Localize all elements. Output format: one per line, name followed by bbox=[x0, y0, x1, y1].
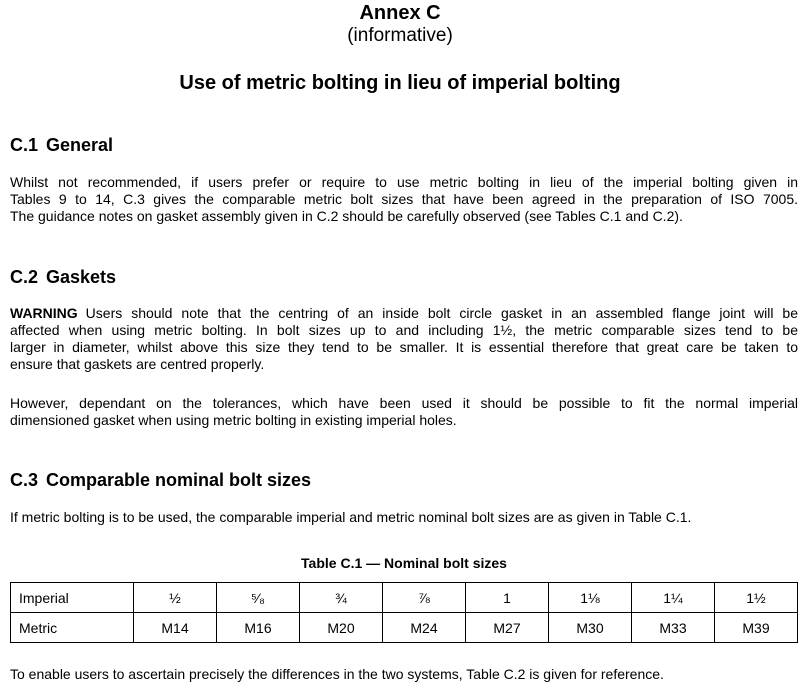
paragraph-line: Tables 9 to 14, C.3 gives the comparable metric bolt sizes that have been agreed in the preparation of ISO 7005. bbox=[10, 191, 798, 207]
annex-title: Annex C bbox=[359, 2, 441, 24]
section-number: C.3 bbox=[10, 470, 39, 490]
paragraph-line: ensure that gaskets are centred properly. bbox=[10, 356, 265, 372]
section-title: General bbox=[46, 135, 114, 155]
table-row-imperial bbox=[11, 583, 798, 613]
table-cell: M30 bbox=[549, 613, 632, 643]
section-title: Gaskets bbox=[46, 267, 117, 287]
section-heading-general bbox=[10, 134, 113, 156]
warning-paragraph bbox=[10, 305, 798, 373]
table-cell: M24 bbox=[383, 613, 466, 643]
table-cell: 1½ bbox=[715, 583, 798, 613]
section-title: Comparable nominal bolt sizes bbox=[46, 470, 312, 490]
paragraph-line: The guidance notes on gasket assembly given in C.2 should be carefully observed (see Tables C.1 and C.2). bbox=[10, 208, 683, 224]
warning-text: Users should note that the centring of an inside bolt circle gasket in an assembled flange joint will be bbox=[85, 305, 798, 321]
paragraph-line: However, dependant on the tolerances, which have been used it should be possible to fit the normal imperial bbox=[10, 395, 798, 411]
annex-subtitle: (informative) bbox=[347, 25, 453, 46]
table-row-metric bbox=[11, 613, 798, 643]
paragraph-line bbox=[10, 305, 798, 322]
paragraph-intro: If metric bolting is to be used, the comparable imperial and metric nominal bolt sizes are as given in Table C.1. bbox=[10, 509, 692, 525]
paragraph-footer: To enable users to ascertain precisely the differences in the two systems, Table C.2 is given for reference. bbox=[10, 666, 664, 682]
row-header: Imperial bbox=[11, 583, 134, 613]
table-cell: M33 bbox=[632, 613, 715, 643]
paragraph-line: affected when using metric bolting. In bolt sizes up to and including 1½, the metric comparable sizes tend to be bbox=[10, 322, 798, 338]
table-cell: ¾ bbox=[300, 583, 383, 613]
paragraph-line: larger in diameter, whilst above this size they tend to be smaller. It is essential therefore that great care be taken to bbox=[10, 339, 798, 355]
table-cell: M16 bbox=[217, 613, 300, 643]
table-caption: Table C.1 — Nominal bolt sizes bbox=[301, 555, 507, 571]
table-cell: 1⅛ bbox=[549, 583, 632, 613]
bolt-size-table bbox=[10, 582, 798, 643]
section-number: C.1 bbox=[10, 135, 39, 155]
paragraph-line: Whilst not recommended, if users prefer or require to use metric bolting in lieu of the imperial bolting given in bbox=[10, 174, 798, 190]
table-cell: 1¼ bbox=[632, 583, 715, 613]
paragraph-general bbox=[10, 174, 798, 225]
table-cell: 1 bbox=[466, 583, 549, 613]
table-cell: ⁵⁄₈ bbox=[217, 583, 300, 613]
paragraph-tolerance bbox=[10, 395, 798, 429]
warning-label: WARNING bbox=[10, 305, 78, 321]
table-cell: ½ bbox=[134, 583, 217, 613]
section-number: C.2 bbox=[10, 267, 39, 287]
table-cell: M39 bbox=[715, 613, 798, 643]
section-heading-gaskets bbox=[10, 266, 116, 288]
paragraph-line: dimensioned gasket when using metric bolting in existing imperial holes. bbox=[10, 412, 457, 428]
table-cell: ⅞ bbox=[383, 583, 466, 613]
row-header: Metric bbox=[11, 613, 134, 643]
table-cell: M27 bbox=[466, 613, 549, 643]
table-cell: M20 bbox=[300, 613, 383, 643]
table-cell: M14 bbox=[134, 613, 217, 643]
section-heading-comparable bbox=[10, 469, 311, 491]
document-title: Use of metric bolting in lieu of imperial bolting bbox=[179, 72, 621, 94]
